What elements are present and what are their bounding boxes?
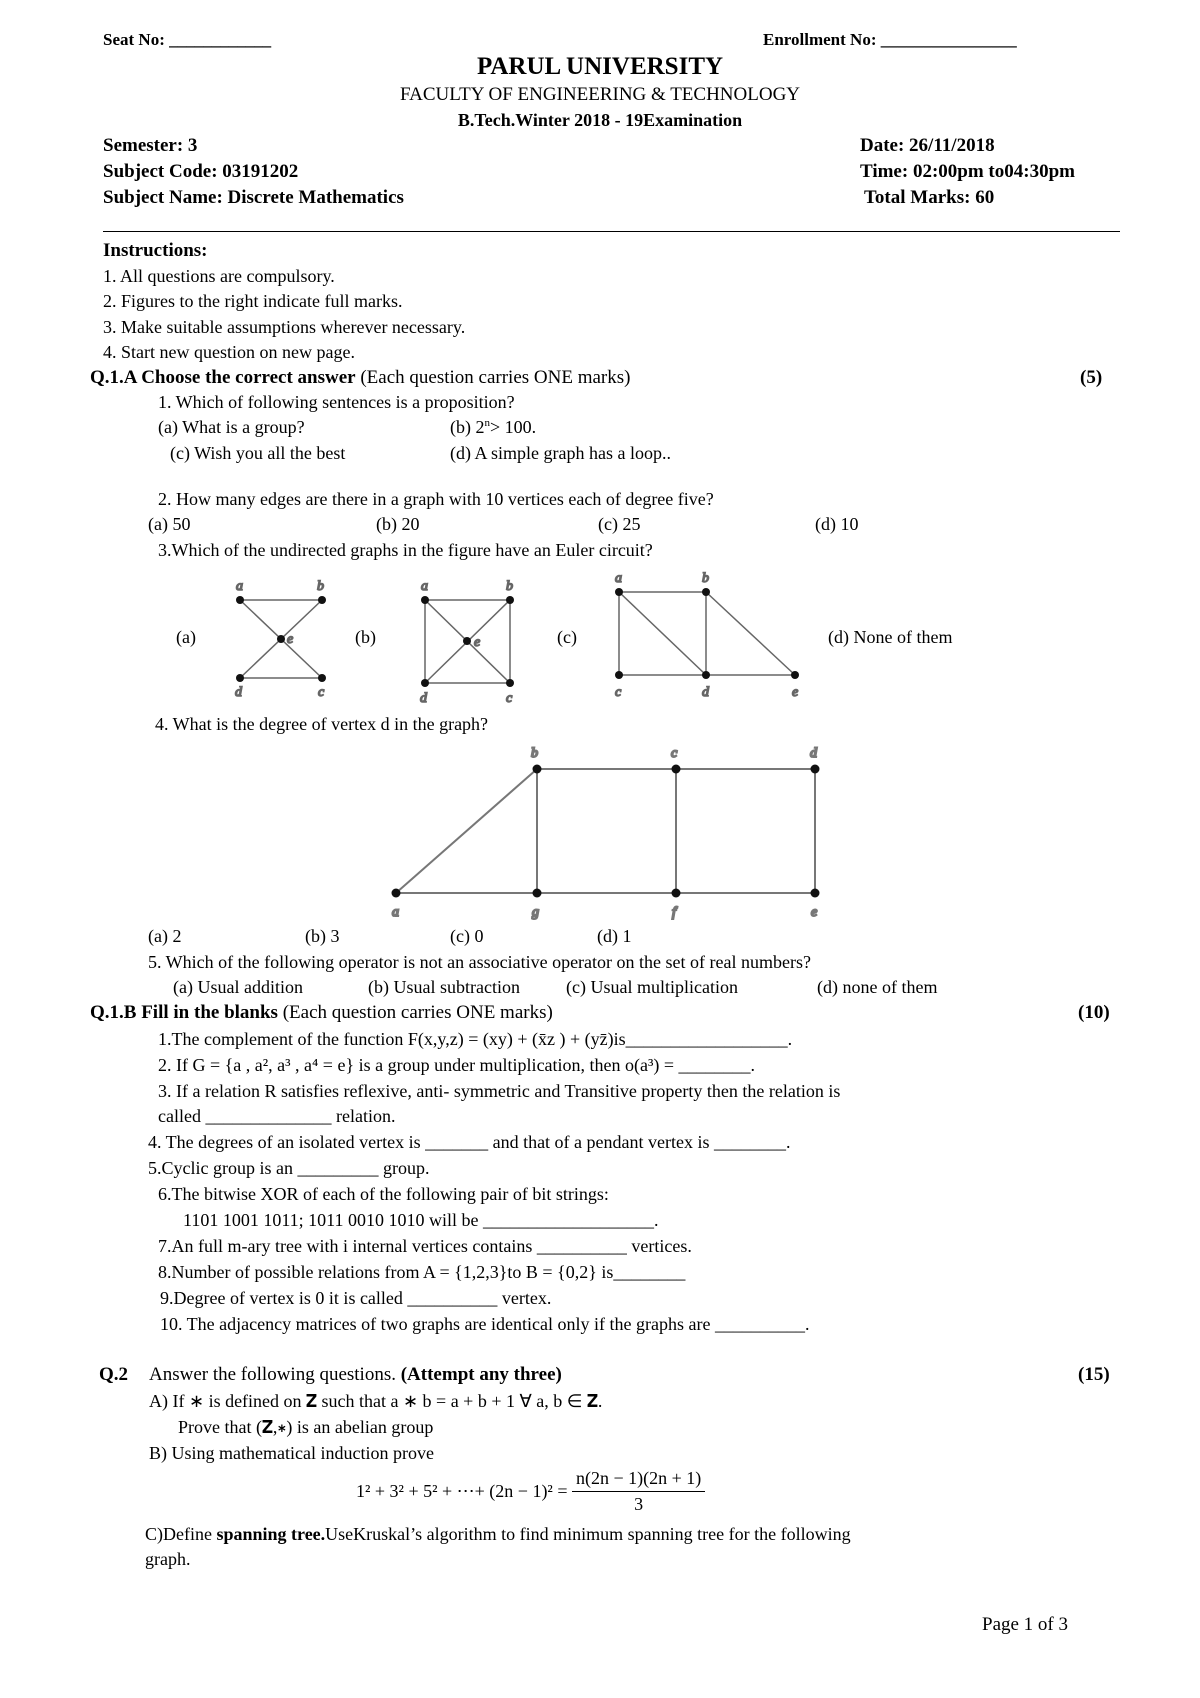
exam-date: Date: 26/11/2018 (860, 135, 995, 156)
q1a-q4-option-b: (b) 3 (305, 926, 340, 946)
q1a-q3-option-a: (a) (176, 627, 196, 647)
svg-text:d: d (810, 746, 817, 761)
fill-blank-item: 8.Number of possible relations from A = {1,2,3}to B = {0,2} is________ (158, 1262, 686, 1282)
svg-text:e: e (474, 635, 481, 650)
q2-heading: Answer the following questions. (Attempt any three) (149, 1364, 562, 1385)
subject-code: Subject Code: 03191202 (103, 161, 299, 182)
exam-title: B.Tech.Winter 2018 - 19Examination (457, 110, 743, 130)
fill-blank-item: 1101 1001 1011; 1011 0010 1010 will be ___________________. (183, 1210, 659, 1230)
q2-marks: (15) (1078, 1364, 1110, 1385)
instructions-title: Instructions: (103, 240, 208, 261)
svg-text:d: d (420, 691, 427, 706)
q1a-q2-option-b: (b) 20 (376, 514, 420, 534)
q1b-marks: (10) (1078, 1002, 1110, 1023)
q1a-q4-option-a: (a) 2 (148, 926, 182, 946)
q2-c-line1: C)Define spanning tree.UseKruskal’s algorithm to find minimum spanning tree for the following (145, 1524, 851, 1544)
q2-b-line1: B) Using mathematical induction prove (149, 1443, 434, 1463)
faculty-name: FACULTY OF ENGINEERING & TECHNOLOGY (399, 84, 801, 105)
total-marks: Total Marks: 60 (864, 187, 995, 208)
instruction-item: 1. All questions are compulsory. (103, 266, 335, 286)
svg-text:a: a (615, 571, 622, 586)
header-divider (103, 231, 1120, 232)
q2-c-line2: graph. (145, 1549, 191, 1569)
subject-name: Subject Name: Discrete Mathematics (103, 187, 404, 208)
q1a-q4-option-c: (c) 0 (450, 926, 484, 946)
q1a-heading-rest: (Each question carries ONE marks) (355, 367, 631, 388)
enrollment-no: Enrollment No: ________________ (763, 30, 1017, 49)
q1a-heading (90, 367, 630, 389)
instruction-item: 4. Start new question on new page. (103, 342, 355, 362)
fill-blank-item: 9.Degree of vertex is 0 it is called __________ vertex. (160, 1288, 552, 1308)
svg-text:e: e (811, 905, 818, 920)
q1b-heading-bold: Q.1.B Fill in the blanks (90, 1002, 278, 1023)
graph-b (420, 579, 514, 706)
q1a-q5-option-a: (a) Usual addition (173, 977, 303, 997)
q1a-question-5: 5. Which of the following operator is not an associative operator on the set of real numbers? (148, 952, 811, 972)
fill-blank-item: called ______________ relation. (158, 1106, 396, 1126)
svg-text:c: c (318, 685, 325, 700)
svg-text:g: g (532, 905, 539, 920)
svg-text:c: c (615, 685, 622, 700)
q1a-q5-option-b: (b) Usual subtraction (368, 977, 520, 997)
degree-graph-figure (0, 740, 1200, 920)
q1a-q3-option-d: (d) None of them (828, 627, 953, 647)
q1b-heading-rest: (Each question carries ONE marks) (277, 1002, 553, 1023)
q2-label: Q.2 (99, 1364, 129, 1385)
q1a-heading-bold: Q.1.A Choose the correct answer (90, 367, 356, 388)
q1a-q1-option-a: (a) What is a group? (158, 417, 305, 437)
seat-no: Seat No: ____________ (103, 30, 272, 49)
q1a-question-3: 3.Which of the undirected graphs in the figure have an Euler circuit? (158, 540, 653, 560)
q1b-heading (90, 1002, 553, 1024)
q2-a-line2: Prove that (𝐙,∗) is an abelian group (178, 1417, 434, 1437)
graph-c (615, 571, 799, 700)
q1a-q2-option-d: (d) 10 (815, 514, 859, 534)
svg-text:e: e (287, 632, 294, 647)
q1a-q1-option-c: (c) Wish you all the best (170, 443, 346, 463)
q1a-q2-option-c: (c) 25 (598, 514, 641, 534)
q1a-q5-option-c: (c) Usual multiplication (566, 977, 738, 997)
svg-text:e: e (792, 685, 799, 700)
induction-formula (356, 1468, 705, 1515)
fill-blank-item: 10. The adjacency matrices of two graphs are identical only if the graphs are __________. (160, 1314, 810, 1334)
fill-blank-item: 4. The degrees of an isolated vertex is _______ and that of a pendant vertex is ________. (148, 1132, 791, 1152)
semester: Semester: 3 (103, 135, 198, 156)
formula-lhs: 1² + 3² + 5² + ⋯+ (2n − 1)² = (356, 1481, 568, 1501)
svg-text:a: a (392, 905, 399, 920)
svg-text:d: d (235, 685, 242, 700)
q1a-question-4: 4. What is the degree of vertex d in the graph? (155, 714, 489, 734)
svg-text:c: c (506, 691, 513, 706)
formula-fraction: $\frac{n(2n - 1)(2n + 1)}{3}$ (572, 1468, 705, 1515)
fill-blank-item: 2. If G = {a , a², a³ , a⁴ = e} is a group under multiplication, then o(a³) = ________. (158, 1055, 756, 1075)
q1a-question-1: 1. Which of following sentences is a proposition? (158, 392, 515, 412)
fill-blank-item: 6.The bitwise XOR of each of the following pair of bit strings: (158, 1184, 609, 1204)
exam-time: Time: 02:00pm to04:30pm (860, 161, 1075, 182)
q1a-question-2: 2. How many edges are there in a graph with 10 vertices each of degree five? (158, 489, 714, 509)
q1a-q1-option-d: (d) A simple graph has a loop.. (450, 443, 671, 463)
svg-text:d: d (702, 685, 709, 700)
q1a-q3-option-c: (c) (557, 627, 577, 647)
svg-text:f: f (672, 905, 676, 920)
fill-blank-item: 1.The complement of the function F(x,y,z) = (xy) + (x̄z ) + (yz̄)is__________________. (158, 1029, 793, 1049)
q1a-q1-option-b: (b) $2^n> 100$. (450, 417, 537, 437)
svg-text:b: b (317, 579, 324, 594)
q2-a-line1: A) If ∗ is defined on 𝐙 such that a ∗ b = a + b + 1 ∀ a, b ∈ 𝐙. (149, 1391, 603, 1411)
svg-text:a: a (236, 579, 243, 594)
graph-a (235, 579, 326, 700)
instruction-item: 3. Make suitable assumptions wherever necessary. (103, 317, 466, 337)
instruction-item: 2. Figures to the right indicate full marks. (103, 291, 403, 311)
svg-text:b: b (531, 746, 538, 761)
q1a-q2-option-a: (a) 50 (148, 514, 191, 534)
svg-text:a: a (421, 579, 428, 594)
fill-blank-item: 5.Cyclic group is an _________ group. (148, 1158, 430, 1178)
q1a-marks: (5) (1080, 367, 1103, 388)
fill-blank-item: 7.An full m-ary tree with i internal vertices contains __________ vertices. (158, 1236, 692, 1256)
page-number: Page 1 of 3 (982, 1614, 1069, 1635)
svg-text:b: b (702, 571, 709, 586)
q1a-q5-option-d: (d) none of them (817, 977, 938, 997)
q1a-q3-option-b: (b) (355, 627, 376, 647)
euler-graphs-figure (0, 560, 1200, 710)
svg-text:c: c (671, 746, 678, 761)
fill-blank-item: 3. If a relation R satisfies reflexive, anti- symmetric and Transitive property then the relation is (158, 1081, 841, 1101)
university-name: PARUL UNIVERSITY (476, 53, 724, 80)
svg-text:b: b (506, 579, 513, 594)
q1a-q4-option-d: (d) 1 (597, 926, 632, 946)
